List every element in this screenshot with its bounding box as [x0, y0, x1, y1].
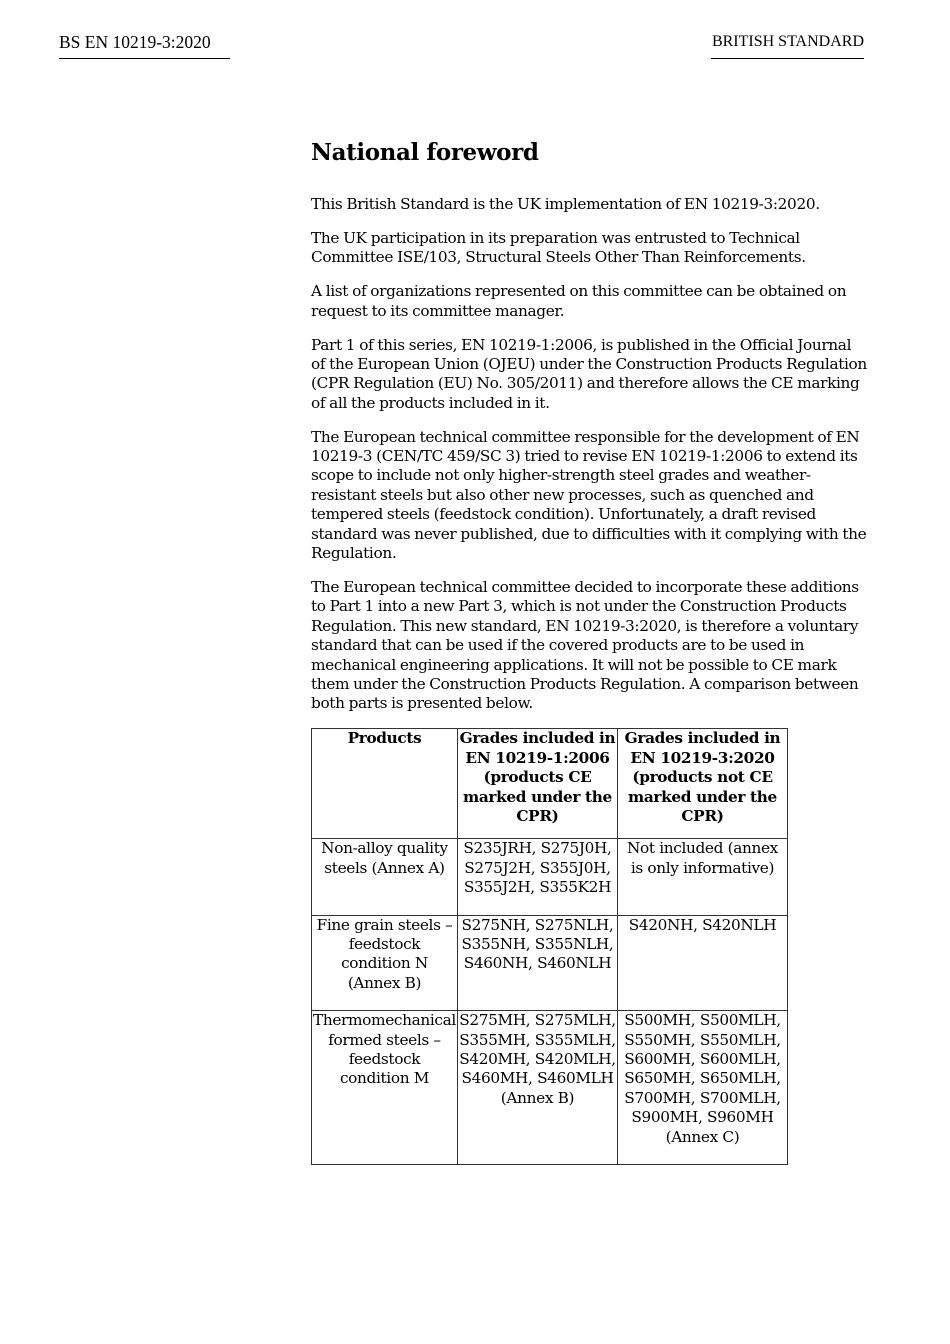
comparison-table — [311, 728, 788, 1165]
paragraph-implementation: This British Standard is the UK implementation of EN 10219-3:2020. — [311, 195, 820, 213]
paragraph-part-1: Part 1 of this series, EN 10219-1:2006, is published in the Official Journal of the European Union (OJEU) under the Construction Products Regulation (CPR Regulation (EU) No. 305/2011) and therefore allows the CE marking of all the products included in it. — [311, 335, 867, 412]
paragraph-committee: The UK participation in its preparation was entrusted to Technical Committee ISE/103, Structural Steels Other Than Reinforcements. — [311, 228, 806, 267]
page-title: National foreword — [311, 139, 539, 166]
table-cell-product: Thermomechanical formed steels – feedstock condition M — [312, 1011, 458, 1165]
table-cell-product: Fine grain steels – feedstock condition N (Annex B) — [312, 915, 458, 1011]
table-row — [312, 1011, 788, 1165]
column-header-products: Products — [312, 729, 458, 839]
table-cell-part-1-grades: S275MH, S275MLH, S355MH, S355MLH, S420MH, S420MLH, S460MH, S460MLH (Annex B) — [457, 1011, 617, 1165]
column-header-part-3-grades: Grades included in EN 10219-3:2020 (products not CE marked under the CPR) — [617, 729, 787, 839]
table-cell-part-3-grades: S420NH, S420NLH — [617, 915, 787, 1011]
table-cell-part-1-grades: S275NH, S275NLH, S355NH, S355NLH, S460NH, S460NLH — [457, 915, 617, 1011]
table-cell-part-3-grades: Not included (annex is only informative) — [617, 839, 787, 915]
paragraph-organizations: A list of organizations represented on this committee can be obtained on request to its committee manager. — [311, 282, 847, 320]
table-cell-part-1-grades: S235JRH, S275J0H, S275J2H, S355J0H, S355J2H, S355K2H — [457, 839, 617, 915]
table-cell-product: Non-alloy quality steels (Annex A) — [312, 839, 458, 915]
column-header-part-1-grades: Grades included in EN 10219-1:2006 (products CE marked under the CPR) — [457, 729, 617, 839]
standard-type-label: BRITISH STANDARD — [711, 31, 864, 59]
page-content — [311, 138, 867, 1165]
table-header-row — [312, 729, 788, 839]
paragraph-revision: The European technical committee responsible for the development of EN 10219-3 (CEN/TC 459/SC 3) tried to revise EN 10219-1:2006 to extend its scope to include not only higher-strength steel grades and weather-resistant steels but also other new processes, such as quenched and tempered steels (feedstock condition). Unfortunately, a draft revised standard was never published, due to difficulties with it complying with the Regulation. — [311, 427, 867, 563]
paragraph-part-3: The European technical committee decided to incorporate these additions to Part 1 into a new Part 3, which is not under the Construction Products Regulation. This new standard, EN 10219-3:2020, is therefore a voluntary standard that can be used if the covered products are to be used in mechanical engineering applications. It will not be possible to CE mark them under the Construction Products Regulation. A comparison between both parts is presented below. — [311, 578, 859, 713]
table-row — [312, 839, 788, 915]
document-id: BS EN 10219-3:2020 — [59, 31, 230, 59]
table-cell-part-3-grades: S500MH, S500MLH, S550MH, S550MLH, S600MH, S600MLH, S650MH, S650MLH, S700MH, S700MLH, S900MH, S960MH (Annex C) — [617, 1011, 787, 1165]
table-row — [312, 915, 788, 1011]
